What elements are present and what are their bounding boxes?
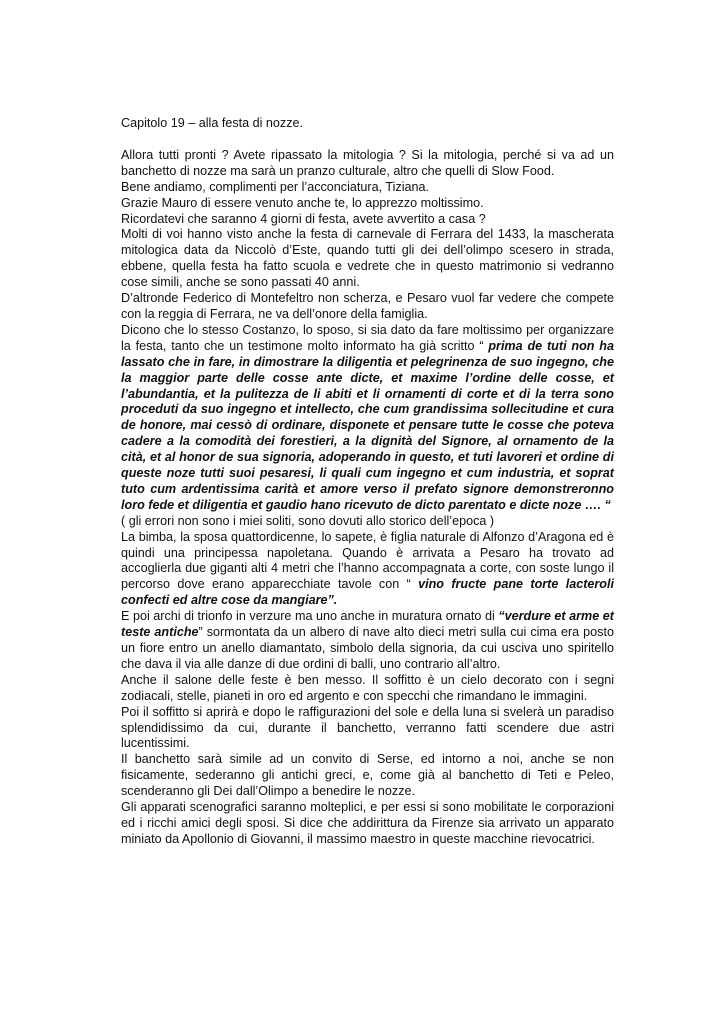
paragraph [121, 673, 614, 705]
paragraph [121, 609, 614, 673]
paragraph [121, 227, 614, 291]
paragraph-text: Bene andiamo, complimenti per l’acconciatura, Tiziana. [121, 179, 430, 194]
paragraph-text: Gli apparati scenografici saranno molteplici, e per essi si sono mobilitate le corporazioni ed i ricchi amici degli sposi. Si dice che addirittura da Firenze sia arrivato un apparato miniato da Apollonio di Giovanni, il massimo maestro in queste macchine rievocatrici. [121, 800, 614, 846]
document-page [121, 116, 614, 848]
paragraph-text: ( gli errori non sono i miei soliti, sono dovuti allo storico dell’epoca ) [121, 513, 495, 528]
paragraph [121, 180, 614, 196]
paragraph [121, 514, 614, 530]
chapter-title: Capitolo 19 – alla festa di nozze. [121, 116, 304, 130]
historical-quote: prima de tuti non ha lassato che in fare, in dimostrare la diligentia et pelegrinenza de suo ingegno, che la maggior parte delle cosse ante dicte, et maxime l’ordine delle cosse, et l’abundantia, et la pulitezza de li abiti et li ornamenti di corte et di la terra sono proceduti da suo ingegno et intellecto, che cum grandissima sollecitudine et cura de honore, mai cessò di ordinare, disponete et pensare tutte le cosse che poteva cadere a la comodità dei forestieri, a la dignità del Signore, al ornamento de la cità, et al honor de sua signoria, adoperando in questo, et tuti lavoreri et ordine di queste noze tutti suoi pesaresi, li quali cum ingegno et cum industria, et soprat tuto cum ardentissima carità et amore verso il prefato signore demonstreronno loro fede et diligentia et gaudio hano ricevuto de dicto parentato e dicte noze …. “ [121, 338, 614, 512]
paragraph-text: Anche il salone delle feste è ben messo. Il soffitto è un cielo decorato con i segni zodiacali, stelle, pianeti in oro ed argento e con specchi che rimandano le immagini. [121, 672, 614, 703]
historical-quote: vino fructe pane torte lacteroli confecti ed altre cose da mangiare”. [121, 577, 614, 608]
paragraph [121, 705, 614, 753]
paragraph-text: ” sormontata da un albero di nave alto dieci metri sulla cui cima era posto un fiore entro un anello diamantato, simbolo della signoria, da cui usciva uno spiritello che dava il via alle danze di due ordini di balli, uno contrario all’altro. [121, 625, 614, 671]
paragraph-text: Molti di voi hanno visto anche la festa di carnevale di Ferrara del 1433, la mascherata mitologica data da Niccolò d’Este, quando tutti gli dei dell’olimpo scesero in strada, ebbene, quella festa ha fatto scuola e vedrete che in questo matrimonio si vedranno cose simili, anche se sono passati 40 anni. [121, 227, 614, 290]
paragraph [121, 800, 614, 848]
paragraph-text: Il banchetto sarà simile ad un convito di Serse, ed intorno a noi, anche se non fisicamente, sederanno gli antichi greci, e, come già al banchetto di Teti e Peleo, scenderanno gli Dei dall’Olimpo a benedire le nozze. [121, 752, 614, 799]
paragraph-text: E poi archi di trionfo in verzure ma uno anche in muratura ornato di [121, 609, 499, 624]
paragraph [121, 530, 614, 610]
paragraph-text: Dicono che lo stesso Costanzo, lo sposo, si sia dato da fare moltissimo per organizzare la festa, tanto che un testimone molto informato ha già scritto “ [121, 322, 614, 353]
paragraph-text: Grazie Mauro di essere venuto anche te, lo apprezzo moltissimo. [121, 195, 484, 210]
paragraph-text: La bimba, la sposa quattordicenne, lo sapete, è figlia naturale di Alfonzo d’Aragona ed è quindi una principessa napoletana. Quando è arrivata a Pesaro ha trovato ad accoglierla due giganti alti 4 metri che l’hanno accompagnata a corte, con soste lungo il percorso dove erano apparecchiate tavole con “ [121, 529, 614, 592]
paragraph [121, 212, 614, 228]
paragraph-text: D’altronde Federico di Montefeltro non scherza, e Pesaro vuol far vedere che compete con la reggia di Ferrara, ne va dell’onore della famiglia. [121, 291, 614, 321]
historical-quote: “verdure et arme et teste antiche [121, 609, 614, 640]
paragraph [121, 291, 614, 323]
paragraph-text: Ricordatevi che saranno 4 giorni di festa, avete avvertito a casa ? [121, 211, 486, 226]
paragraph [121, 752, 614, 800]
paragraph-text: Poi il soffitto si aprirà e dopo le raffigurazioni del sole e della luna si svelerà un paradiso splendidissimo da cui, durante il banchetto, verranno fatti scendere due astri lucentissimi. [121, 704, 614, 751]
paragraph [121, 323, 614, 514]
paragraph-text: Allora tutti pronti ? Avete ripassato la mitologia ? Si la mitologia, perché si va ad un banchetto di nozze ma sarà un pranzo culturale, altro che quelli di Slow Food. [121, 147, 614, 178]
paragraph [121, 148, 614, 180]
paragraph [121, 196, 614, 212]
